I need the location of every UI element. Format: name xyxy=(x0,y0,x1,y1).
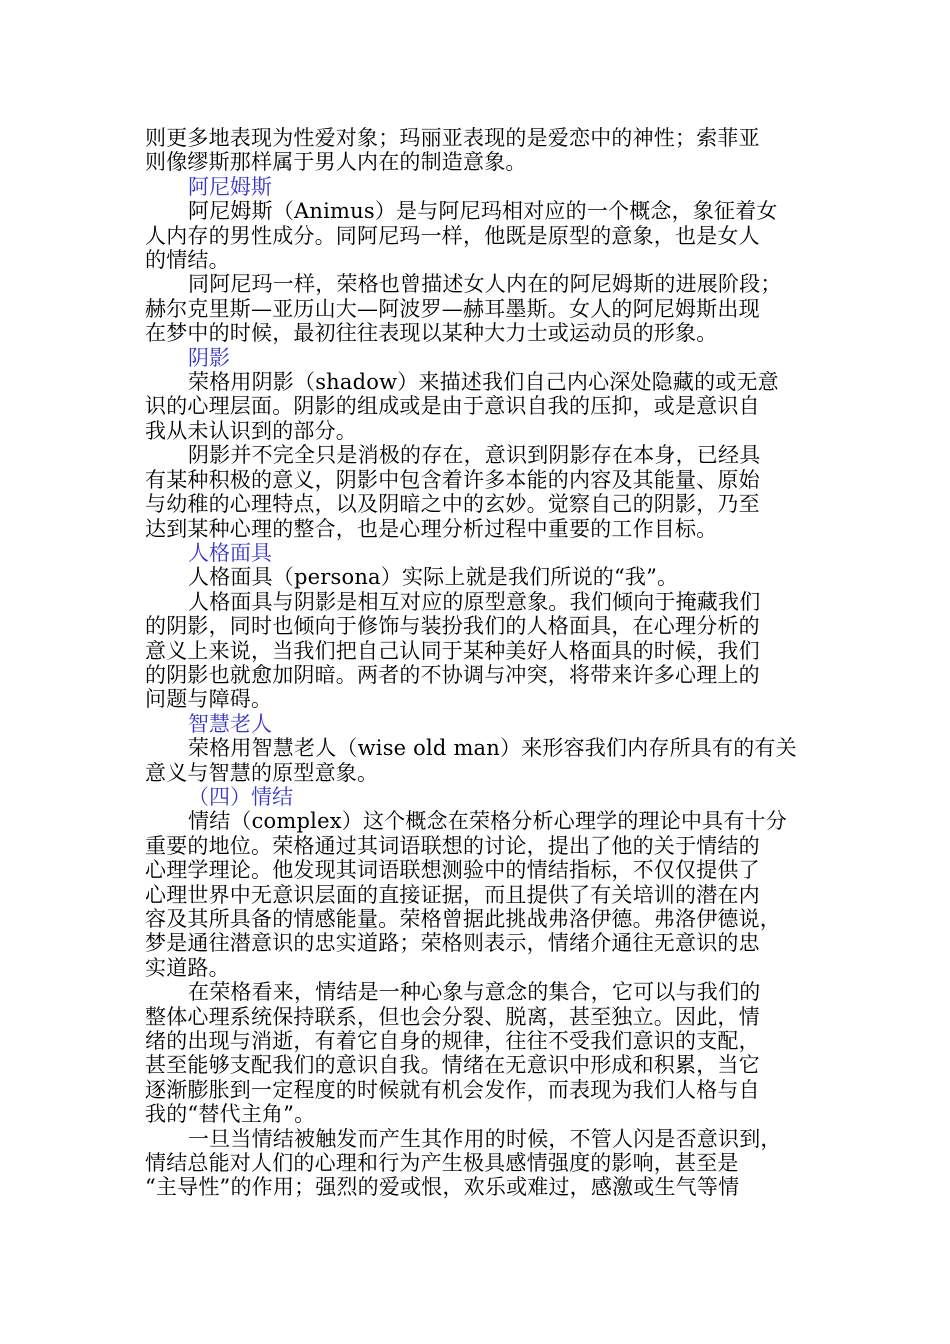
section-heading-wise-old-man: 智慧老人 xyxy=(188,711,272,736)
paragraph: 荣格用智慧老人（wise old man）来形容我们内存所具有的有关 意义与智慧的原型意象。 xyxy=(145,736,797,785)
section-heading-persona: 人格面具 xyxy=(188,540,272,565)
paragraph: 荣格用阴影（shadow）来描述我们自己内心深处隐藏的或无意 识的心理层面。阴影的组成或是由于意识自我的压抑，或是意识自 我从未认识到的部分。 xyxy=(145,370,779,443)
paragraph: 一旦当情结被触发而产生其作用的时候，不管人闪是否意识到， 情结总能对人们的心理和行为产生极具感情强度的影响，甚至是 “主导性”的作用；强烈的爱或恨，欢乐或难过，感激或生气等情 xyxy=(145,1126,782,1200)
paragraph: 同阿尼玛一样，荣格也曾描述女人内在的阿尼姆斯的进展阶段； 赫尔克里斯—亚历山大—阿波罗—赫耳墨斯。女人的阿尼姆斯出现 在梦中的时候，最初往往表现以某种大力士或运动员的形象。 xyxy=(145,272,782,346)
paragraph: 人格面具与阴影是相互对应的原型意象。我们倾向于掩藏我们 的阴影，同时也倾向于修饰与装扮我们的人格面具，在心理分析的 意义上来说，当我们把自己认同于某种美好人格面具的时候，我们 的阴影也就愈加阴暗。两者的不协调与冲突，将带来许多心理上的 问题与障碍。 xyxy=(145,589,761,712)
paragraph: 在荣格看来，情结是一种心象与意念的集合，它可以与我们的 整体心理系统保持联系，但也会分裂、脱离，甚至独立。因此，情 绪的出现与消逝，有着它自身的规律，往往不受我们意识的支配， 甚至能够支配我们的意识自我。情绪在无意识中形成和积累，当它 逐渐膨胀到一定程度的时候就有机会发作，而表现为我们人格与自 我的“替代主角”。 xyxy=(145,980,761,1127)
paragraph: 则更多地表现为性爱对象；玛丽亚表现的是爱恋中的神性；索菲亚 则像缪斯那样属于男人内在的制造意象。 xyxy=(145,126,760,175)
paragraph: 阴影并不完全只是消极的存在，意识到阴影存在本身，已经具 有某种积极的意义，阴影中包含着许多本能的内容及其能量、原始 与幼稚的心理特点，以及阴暗之中的玄妙。觉察自己的阴影，乃至 达到某种心理的整合，也是心理分析过程中重要的工作目标。 xyxy=(145,443,761,541)
section-heading-animus: 阿尼姆斯 xyxy=(188,174,272,199)
section-heading-complex: （四）情结 xyxy=(188,784,293,809)
paragraph: 情结（complex）这个概念在荣格分析心理学的理论中具有十分 重要的地位。荣格通过其词语联想的讨论，提出了他的关于情结的 心理学理论。他发现其词语联想测验中的情结指标，不仅仅提供了 心理世界中无意识层面的直接证据，而且提供了有关培训的潜在内 容及其所具备的情感能量。荣格曾据此挑战弗洛伊德。弗洛伊德说， 梦是通往潜意识的忠实道路；荣格则表示，情绪介通往无意识的忠 实道路。 xyxy=(145,809,787,980)
paragraph: 阿尼姆斯（Animus）是与阿尼玛相对应的一个概念，象征着女 人内存的男性成分。同阿尼玛一样，他既是原型的意象，也是女人 的情结。 xyxy=(145,199,778,273)
section-heading-shadow: 阴影 xyxy=(188,345,230,370)
document-page xyxy=(145,126,810,1200)
paragraph: 人格面具（persona）实际上就是我们所说的“我”。 xyxy=(188,565,679,590)
